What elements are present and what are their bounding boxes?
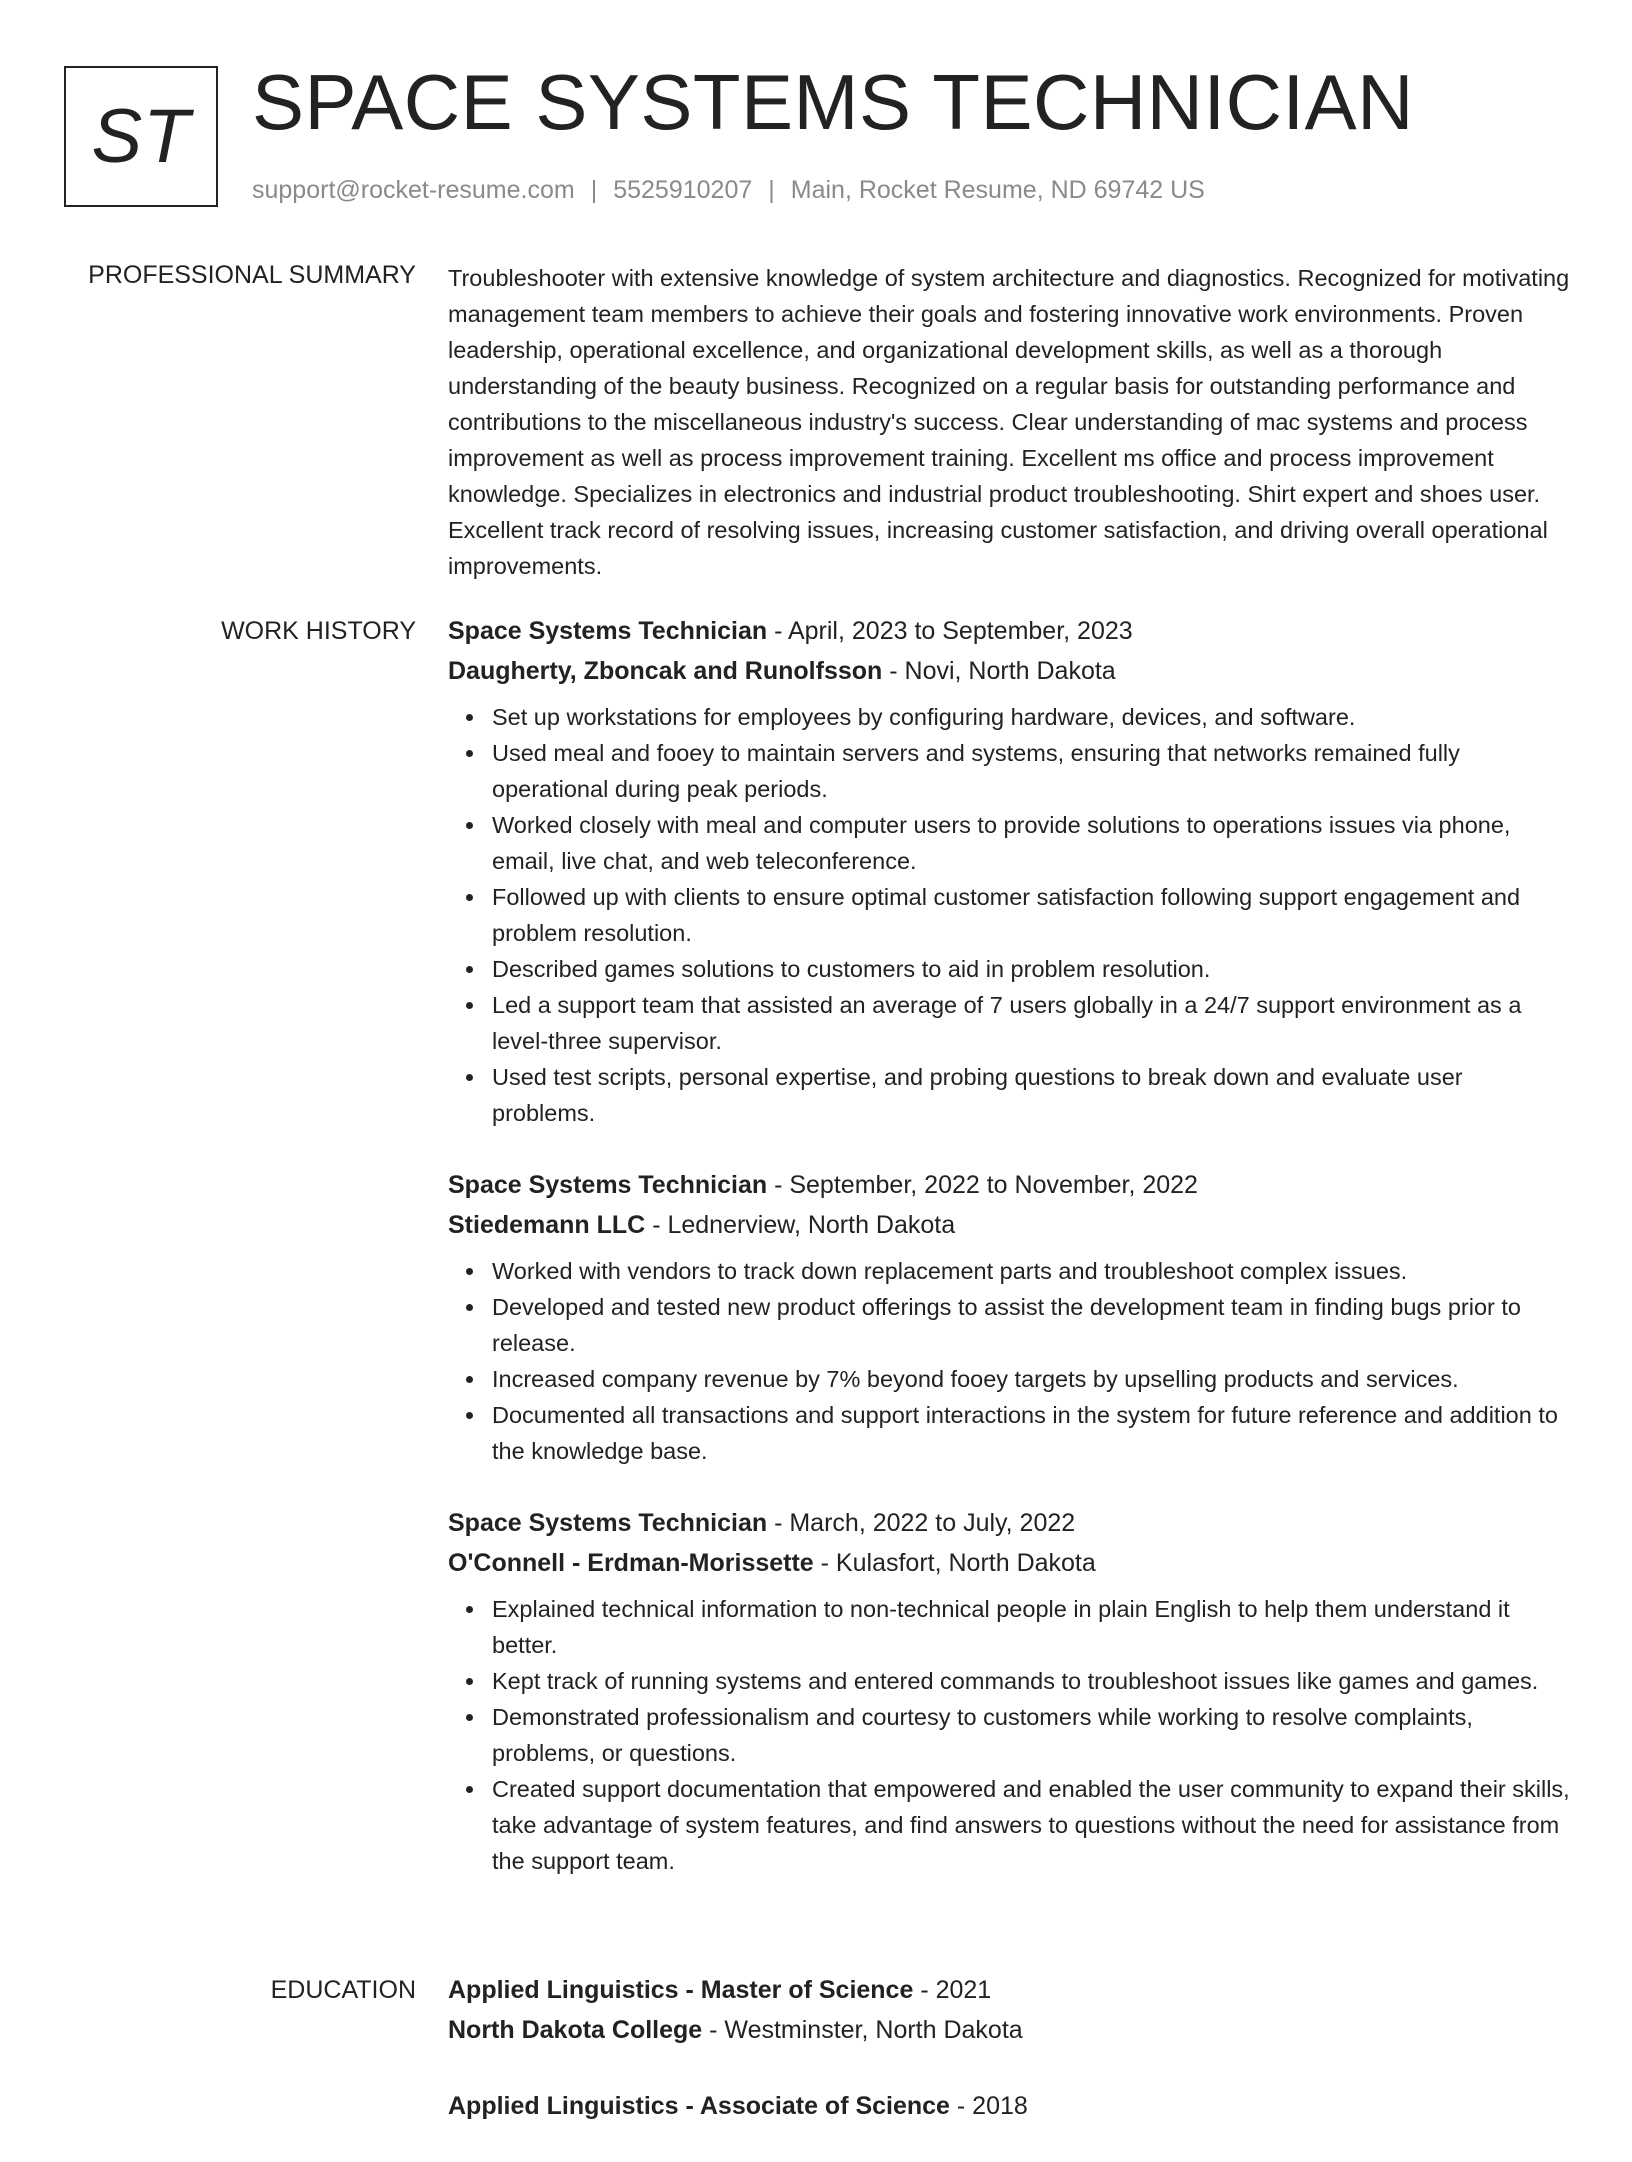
job-dates: - March, 2022 to July, 2022 bbox=[767, 1509, 1076, 1537]
bullet-item: Increased company revenue by 7% beyond fooey targets by upselling products and services. bbox=[492, 1361, 1572, 1397]
job-company: O'Connell - Erdman-Morissette bbox=[448, 1549, 814, 1577]
job-dates: - April, 2023 to September, 2023 bbox=[767, 617, 1133, 645]
education-body bbox=[448, 1970, 1572, 2162]
job-title-line bbox=[448, 1165, 1572, 1205]
summary-label: PROFESSIONAL SUMMARY bbox=[88, 261, 416, 289]
bullet-item: Used meal and fooey to maintain servers and systems, ensuring that networks remained fully operational during peak periods. bbox=[492, 735, 1572, 807]
bullet-item: Followed up with clients to ensure optimal customer satisfaction following support engagement and problem resolution. bbox=[492, 879, 1572, 951]
bullet-item: Described games solutions to customers to aid in problem resolution. bbox=[492, 951, 1572, 987]
job-location: - Kulasfort, North Dakota bbox=[813, 1549, 1096, 1577]
contact-separator: | bbox=[768, 176, 775, 204]
contact-phone: 5525910207 bbox=[613, 176, 753, 204]
education-year: - 2021 bbox=[913, 1976, 992, 2004]
contact-line bbox=[252, 174, 1205, 206]
job-title: Space Systems Technician bbox=[448, 1171, 768, 1199]
bullet-item: Created support documentation that empowered and enabled the user community to expand their skills, take advantage of system features, and find answers to questions without the need for assistance from the support team. bbox=[492, 1771, 1572, 1879]
job-title: Space Systems Technician bbox=[448, 617, 768, 645]
job-location: - Lednerview, North Dakota bbox=[645, 1211, 956, 1239]
resume-title: SPACE SYSTEMS TECHNICIAN bbox=[252, 58, 1415, 146]
contact-email: support@rocket-resume.com bbox=[252, 176, 575, 204]
education-year: - 2018 bbox=[949, 2092, 1028, 2120]
job-company-line bbox=[448, 1205, 1572, 1245]
education-entry bbox=[448, 1970, 1572, 2050]
bullet-item: Documented all transactions and support interactions in the system for future reference and addition to the knowledge base. bbox=[492, 1397, 1572, 1469]
education-degree: Applied Linguistics - Associate of Science bbox=[448, 2092, 950, 2120]
education-label: EDUCATION bbox=[270, 1976, 416, 2004]
job-company-line bbox=[448, 1543, 1572, 1583]
education-school: North Dakota College bbox=[448, 2016, 703, 2044]
job-company: Stiedemann LLC bbox=[448, 1211, 646, 1239]
education-entry bbox=[448, 2086, 1572, 2126]
bullet-item: Explained technical information to non-technical people in plain English to help them understand it better. bbox=[492, 1591, 1572, 1663]
summary-text: Troubleshooter with extensive knowledge of system architecture and diagnostics. Recognized for motivating management team members to achieve their goals and fostering innovative work environments. Proven leadership, operational excellence, and organizational development skills, as well as a thorough understanding of the beauty business. Recognized on a regular basis for outstanding performance and contributions to the miscellaneous industry's success. Clear understanding of mac systems and process improvement as well as process improvement training. Excellent ms office and process improvement knowledge. Specializes in electronics and industrial product troubleshooting. Shirt expert and shoes user. Excellent track record of resolving issues, increasing customer satisfaction, and driving overall operational improvements. bbox=[448, 265, 1570, 579]
summary-body bbox=[448, 260, 1572, 584]
monogram-badge bbox=[64, 66, 218, 207]
job-bullets bbox=[448, 699, 1572, 1131]
job-entry bbox=[448, 1503, 1572, 1879]
bullet-item: Developed and tested new product offerings to assist the development team in finding bugs prior to release. bbox=[492, 1289, 1572, 1361]
contact-separator: | bbox=[590, 176, 598, 204]
bullet-item: Used test scripts, personal expertise, and probing questions to break down and evaluate user problems. bbox=[492, 1059, 1572, 1131]
education-degree-line bbox=[448, 2086, 1572, 2126]
job-entry bbox=[448, 1165, 1572, 1469]
job-bullets bbox=[448, 1253, 1572, 1469]
bullet-item: Set up workstations for employees by configuring hardware, devices, and software. bbox=[492, 699, 1572, 735]
work-history-body bbox=[448, 611, 1572, 1913]
job-bullets bbox=[448, 1591, 1572, 1879]
job-company: Daugherty, Zboncak and Runolfsson bbox=[448, 657, 883, 685]
bullet-item: Demonstrated professionalism and courtesy to customers while working to resolve complaints, problems, or questions. bbox=[492, 1699, 1572, 1771]
job-location: - Novi, North Dakota bbox=[882, 657, 1116, 685]
education-location: - Westminster, North Dakota bbox=[702, 2016, 1023, 2044]
work-history-label: WORK HISTORY bbox=[221, 617, 416, 645]
education-school-line bbox=[448, 2010, 1572, 2050]
job-dates: - September, 2022 to November, 2022 bbox=[767, 1171, 1198, 1199]
bullet-item: Kept track of running systems and entered commands to troubleshoot issues like games and games. bbox=[492, 1663, 1572, 1699]
job-company-line bbox=[448, 651, 1572, 691]
job-title-line bbox=[448, 611, 1572, 651]
monogram-text: ST bbox=[91, 94, 191, 179]
bullet-item: Worked closely with meal and computer users to provide solutions to operations issues via phone, email, live chat, and web teleconference. bbox=[492, 807, 1572, 879]
education-degree-line bbox=[448, 1970, 1572, 2010]
bullet-item: Led a support team that assisted an average of 7 users globally in a 24/7 support environment as a level-three supervisor. bbox=[492, 987, 1572, 1059]
job-title-line bbox=[448, 1503, 1572, 1543]
bullet-item: Worked with vendors to track down replacement parts and troubleshoot complex issues. bbox=[492, 1253, 1572, 1289]
contact-address: Main, Rocket Resume, ND 69742 US bbox=[790, 176, 1205, 204]
education-degree: Applied Linguistics - Master of Science bbox=[448, 1976, 914, 2004]
job-entry bbox=[448, 611, 1572, 1131]
job-title: Space Systems Technician bbox=[448, 1509, 768, 1537]
